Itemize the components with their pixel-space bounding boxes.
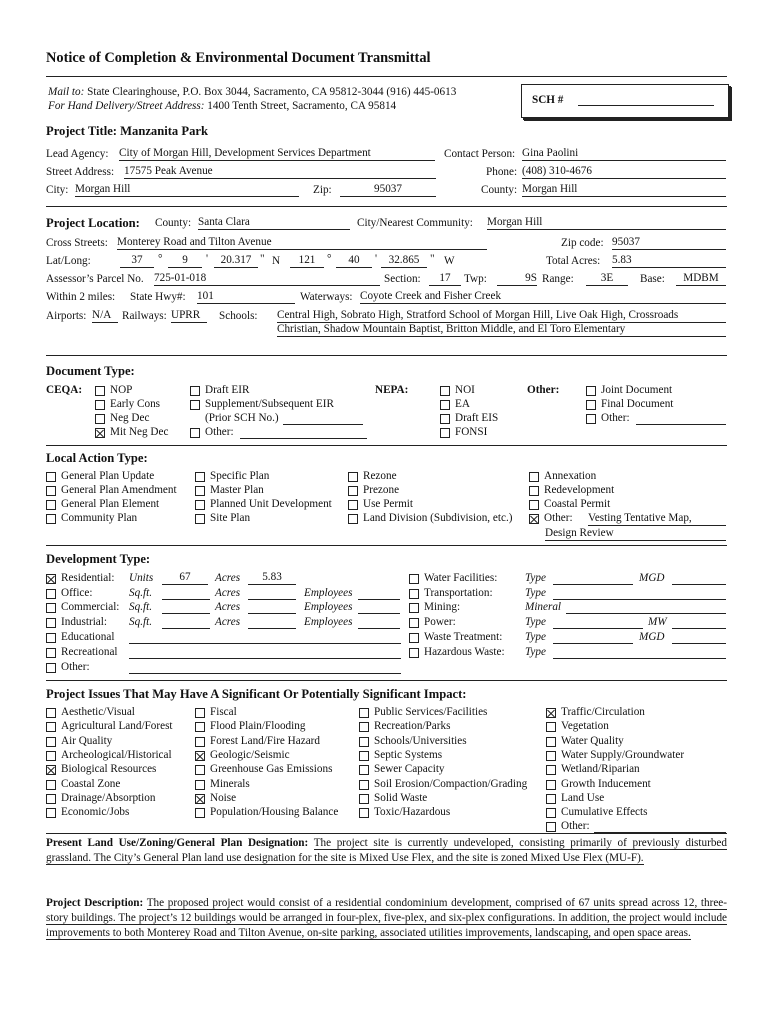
checkbox-use-permit[interactable] — [348, 500, 358, 510]
checkbox-label: Water Supply/Groundwater — [561, 749, 685, 761]
section-rule — [46, 206, 727, 207]
latlong-label: Lat/Long: — [46, 255, 91, 267]
checkbox-label: Mining: — [424, 601, 461, 613]
total-acres-label: Total Acres: — [546, 255, 601, 267]
checkbox-label: Population/Housing Balance — [210, 806, 339, 818]
blank-field[interactable] — [672, 643, 726, 644]
checkbox-toxic-hazardous[interactable] — [359, 808, 369, 818]
checkbox-label: Other: — [205, 426, 234, 438]
checkbox-vegetation[interactable] — [546, 722, 556, 732]
checkbox-label: Educational — [61, 631, 115, 643]
checkbox-industrial[interactable] — [46, 618, 56, 628]
doc-other-label: Other: — [527, 384, 560, 396]
checkbox-air-quality[interactable] — [46, 737, 56, 747]
blank-field[interactable] — [553, 643, 633, 644]
checkbox-recreational[interactable] — [46, 648, 56, 658]
checkbox-residential[interactable] — [46, 574, 56, 584]
checkbox-label: General Plan Amendment — [61, 484, 177, 496]
employees-label: Employees — [304, 601, 353, 613]
base-label: Base: — [640, 273, 665, 285]
second-symbol: " — [260, 253, 265, 265]
phone-label: Phone: — [486, 166, 518, 178]
prior-sch-label: (Prior SCH No.) — [205, 412, 279, 424]
checkbox-septic-systems[interactable] — [359, 751, 369, 761]
zipcode-label: Zip code: — [561, 237, 604, 249]
checkbox-traffic-circulation[interactable] — [546, 708, 556, 718]
units-field[interactable]: 67 — [162, 572, 208, 585]
checkbox-growth-inducement[interactable] — [546, 780, 556, 790]
checkbox-label: Noise — [210, 792, 237, 804]
checkbox-general-plan-element[interactable] — [46, 500, 56, 510]
checkbox-label: NOI — [455, 384, 475, 396]
cross-streets-label: Cross Streets: — [46, 237, 108, 249]
lead-agency-label: Lead Agency: — [46, 148, 109, 160]
checkbox-label: Commercial: — [61, 601, 120, 613]
checkbox-community-plan[interactable] — [46, 514, 56, 524]
lead-agency-field[interactable]: City of Morgan Hill, Development Services Department — [119, 148, 435, 161]
waterways-field[interactable]: Coyote Creek and Fisher Creek — [360, 291, 726, 304]
local-action-other-field-2[interactable]: Design Review — [545, 528, 726, 541]
checkbox-label: General Plan Update — [61, 470, 155, 482]
range-label: Range: — [542, 273, 574, 285]
checkbox-label: Recreational — [61, 646, 118, 658]
checkbox-label: Residential: — [61, 572, 115, 584]
sqft-label: Sq.ft. — [129, 587, 152, 599]
checkbox-label: Drainage/Absorption — [61, 792, 156, 804]
section-field[interactable]: 17 — [429, 273, 461, 286]
blank-field[interactable] — [129, 673, 401, 674]
checkbox-archeological-historical[interactable] — [46, 751, 56, 761]
checkbox-label: Sewer Capacity — [374, 763, 445, 775]
schools-label: Schools: — [219, 310, 258, 322]
hand-delivery-line — [48, 100, 396, 112]
checkbox-label: Solid Waste — [374, 792, 428, 804]
acres-field[interactable]: 5.83 — [248, 572, 296, 585]
checkbox-label: Rezone — [363, 470, 397, 482]
checkbox-label: NOP — [110, 384, 133, 396]
acres-label: Acres — [215, 616, 241, 628]
total-acres-field[interactable]: 5.83 — [612, 255, 726, 268]
blank-field[interactable] — [358, 613, 400, 614]
waterways-label: Waterways: — [300, 291, 353, 303]
checkbox-label: Growth Inducement — [561, 778, 651, 790]
blank-field[interactable] — [283, 424, 363, 425]
sch-box — [521, 84, 729, 118]
checkbox-label: Traffic/Circulation — [561, 706, 645, 718]
checkbox-label: General Plan Element — [61, 498, 160, 510]
checkbox-schools-universities[interactable] — [359, 737, 369, 747]
blank-field[interactable] — [162, 613, 210, 614]
checkbox-water-supply-groundwater[interactable] — [546, 751, 556, 761]
minute-symbol: ' — [375, 253, 378, 265]
minute-symbol: ' — [206, 253, 209, 265]
checkbox-label: Greenhouse Gas Emissions — [210, 763, 333, 775]
checkbox-label: Economic/Jobs — [61, 806, 130, 818]
checkbox-minerals[interactable] — [195, 780, 205, 790]
checkbox-label: Mit Neg Dec — [110, 426, 169, 438]
checkbox-general-plan-update[interactable] — [46, 472, 56, 482]
type-label: Type — [525, 631, 546, 643]
cross-streets-field[interactable]: Monterey Road and Tilton Avenue — [117, 237, 487, 250]
schools-field-line1[interactable]: Central High, Sobrato High, Stratford School of Morgan Hill, Live Oak High, Crossroads — [277, 310, 726, 323]
railways-label: Railways: — [122, 310, 167, 322]
checkbox-label: Recreation/Parks — [374, 720, 451, 732]
hand-delivery-address: 1400 Tenth Street, Sacramento, CA 95814 — [207, 100, 397, 112]
checkbox-label: Septic Systems — [374, 749, 443, 761]
acres-label: Acres — [215, 601, 241, 613]
long-dir: W — [444, 255, 455, 267]
mail-to-label: Mail to: — [48, 86, 85, 98]
blank-field[interactable] — [672, 628, 726, 629]
checkbox-solid-waste[interactable] — [359, 794, 369, 804]
blank-field[interactable] — [553, 658, 726, 659]
nepa-label: NEPA: — [375, 384, 409, 396]
checkbox-label: Air Quality — [61, 735, 113, 747]
airports-field[interactable]: N/A — [92, 310, 118, 323]
checkbox-label: Cumulative Effects — [561, 806, 648, 818]
checkbox-land-division-subdivision-etc[interactable] — [348, 514, 358, 524]
checkbox-joint-document[interactable] — [586, 386, 596, 396]
checkbox-office[interactable] — [46, 589, 56, 599]
checkbox-label: Other: — [601, 412, 630, 424]
checkbox-redevelopment[interactable] — [529, 486, 539, 496]
checkbox-commercial[interactable] — [46, 603, 56, 613]
checkbox-transportation[interactable] — [409, 589, 419, 599]
acres-label: Acres — [215, 572, 241, 584]
checkbox-master-plan[interactable] — [195, 486, 205, 496]
section-rule — [46, 445, 727, 446]
checkbox-coastal-zone[interactable] — [46, 780, 56, 790]
checkbox-wetland-riparian[interactable] — [546, 765, 556, 775]
checkbox-greenhouse-gas-emissions[interactable] — [195, 765, 205, 775]
units-label: Units — [129, 572, 154, 584]
checkbox-label: Public Services/Facilities — [374, 706, 488, 718]
checkbox-label: Coastal Permit — [544, 498, 611, 510]
checkbox-final-document[interactable] — [586, 400, 596, 410]
checkbox-label: Power: — [424, 616, 456, 628]
degree-symbol: ° — [158, 253, 163, 265]
checkbox-sewer-capacity[interactable] — [359, 765, 369, 775]
land-use-label: Present Land Use/Zoning/General Plan Designation: — [46, 837, 309, 849]
checkbox-label: Waste Treatment: — [424, 631, 503, 643]
checkbox-site-plan[interactable] — [195, 514, 205, 524]
checkbox-water-facilities[interactable] — [409, 574, 419, 584]
type-label: Mineral — [525, 601, 562, 613]
schools-field-line2[interactable]: Christian, Shadow Mountain Baptist, Britton Middle, and El Toro Elementary — [277, 324, 726, 337]
checkbox-label: Vegetation — [561, 720, 609, 732]
mail-to-address: State Clearinghouse, P.O. Box 3044, Sacramento, CA 95812-3044 (916) 445-0613 — [87, 86, 457, 98]
project-description-text[interactable]: The proposed project would consist of a residential condominium development, comprised of 67 units spread across 12, three-story buildings. The project’s 12 buildings would be arranged in four-plex, five-plex, and six-plex configurations. In addition, the project would include improvements to both Monterey Road and Tilton Avenue, on-site parking, associated utilities improvements, landscaping, and open space areas. — [46, 897, 727, 939]
checkbox-label: Redevelopment — [544, 484, 615, 496]
project-issues-heading: Project Issues That May Have A Significant Or Potentially Significant Impact: — [46, 687, 467, 701]
type-label: Type — [525, 572, 546, 584]
lat-sec-field[interactable]: 20.317 — [214, 255, 258, 268]
type-label: Type — [525, 646, 546, 658]
community-field[interactable]: Morgan Hill — [487, 217, 726, 230]
land-use-paragraph — [46, 836, 727, 866]
checkbox-other[interactable] — [586, 414, 596, 424]
city-field[interactable]: Morgan Hill — [75, 184, 299, 197]
checkbox-noise[interactable] — [195, 794, 205, 804]
sch-label: SCH # — [532, 94, 564, 106]
blank-field[interactable] — [248, 599, 296, 600]
sqft-label: Sq.ft. — [129, 616, 152, 628]
checkbox-specific-plan[interactable] — [195, 472, 205, 482]
checkbox-label: Draft EIS — [455, 412, 499, 424]
checkbox-label: Specific Plan — [210, 470, 270, 482]
checkbox-drainage-absorption[interactable] — [46, 794, 56, 804]
street-field[interactable]: 17575 Peak Avenue — [124, 166, 436, 179]
apn-field[interactable]: 725-01-018 — [154, 273, 380, 286]
base-field[interactable]: MDBM — [676, 273, 726, 286]
project-location-heading — [46, 216, 140, 231]
checkbox-label: Biological Resources — [61, 763, 157, 775]
checkbox-label: EA — [455, 398, 470, 410]
checkbox-label: Supplement/Subsequent EIR — [205, 398, 334, 410]
checkbox-prezone[interactable] — [348, 486, 358, 496]
checkbox-other[interactable] — [190, 428, 200, 438]
checkbox-hazardous-waste[interactable] — [409, 648, 419, 658]
twp-label: Twp: — [464, 273, 487, 285]
loc-county-label: County: — [155, 217, 192, 229]
employees-label: Employees — [304, 587, 353, 599]
checkbox-draft-eis[interactable] — [440, 414, 450, 424]
checkbox-label: Agricultural Land/Forest — [61, 720, 173, 732]
checkbox-nop[interactable] — [95, 386, 105, 396]
checkbox-soil-erosion-compaction-grading[interactable] — [359, 780, 369, 790]
checkbox-label: Land Division (Subdivision, etc.) — [363, 512, 513, 524]
checkbox-label: Hazardous Waste: — [424, 646, 505, 658]
within-2-miles-label: Within 2 miles: — [46, 291, 116, 303]
checkbox-fiscal[interactable] — [195, 708, 205, 718]
checkbox-label: Office: — [61, 587, 93, 599]
checkbox-label: Toxic/Hazardous — [374, 806, 451, 818]
checkbox-label: Site Plan — [210, 512, 251, 524]
type-label: Type — [525, 587, 546, 599]
lat-deg-field[interactable]: 37 — [120, 255, 154, 268]
checkbox-label: Draft EIR — [205, 384, 250, 396]
section-rule — [46, 833, 727, 834]
checkbox-label: Schools/Universities — [374, 735, 467, 747]
checkbox-label: Master Plan — [210, 484, 264, 496]
phone-field[interactable]: (408) 310-4676 — [522, 166, 726, 179]
checkbox-other[interactable] — [546, 822, 556, 832]
blank-field[interactable] — [358, 628, 400, 629]
blank-field[interactable] — [553, 599, 726, 600]
sqft-label: Sq.ft. — [129, 601, 152, 613]
blank-field[interactable] — [672, 584, 726, 585]
contact-label: Contact Person: — [444, 148, 516, 160]
checkbox-label: Neg Dec — [110, 412, 150, 424]
checkbox-geologic-seismic[interactable] — [195, 751, 205, 761]
checkbox-annexation[interactable] — [529, 472, 539, 482]
city-label: City: — [46, 184, 69, 196]
checkbox-land-use[interactable] — [546, 794, 556, 804]
blank-field[interactable] — [553, 584, 633, 585]
checkbox-label: Industrial: — [61, 616, 107, 628]
document-type-heading: Document Type: — [46, 364, 135, 378]
development-type-heading: Development Type: — [46, 552, 151, 566]
mail-to-line — [48, 86, 456, 98]
section-rule — [46, 355, 727, 356]
checkbox-label: Minerals — [210, 778, 250, 790]
checkbox-other[interactable] — [529, 514, 539, 524]
checkbox-mining[interactable] — [409, 603, 419, 613]
blank-field[interactable] — [636, 424, 726, 425]
county-field[interactable]: Morgan Hill — [522, 184, 726, 197]
long-deg-field[interactable]: 121 — [290, 255, 324, 268]
checkbox-label: Final Document — [601, 398, 674, 410]
project-title-label: Project Title: — [46, 124, 117, 138]
employees-label: Employees — [304, 616, 353, 628]
checkbox-label: Land Use — [561, 792, 605, 804]
checkbox-mit-neg-dec[interactable] — [95, 428, 105, 438]
checkbox-label: Archeological/Historical — [61, 749, 172, 761]
state-hwy-field[interactable]: 101 — [197, 291, 295, 304]
checkbox-supplement-subsequent-eir[interactable] — [190, 400, 200, 410]
project-description-paragraph — [46, 896, 727, 941]
airports-label: Airports: — [46, 310, 87, 322]
zip-label: Zip: — [313, 184, 332, 196]
project-title-line — [46, 124, 208, 139]
blank-field[interactable] — [358, 599, 400, 600]
checkbox-label: Water Quality — [561, 735, 624, 747]
checkbox-fonsi[interactable] — [440, 428, 450, 438]
checkbox-label: Soil Erosion/Compaction/Grading — [374, 778, 528, 790]
section-label: Section: — [384, 273, 421, 285]
checkbox-population-housing-balance[interactable] — [195, 808, 205, 818]
blank-field[interactable] — [240, 438, 367, 439]
title-rule — [46, 76, 727, 77]
checkbox-early-cons[interactable] — [95, 400, 105, 410]
checkbox-label: Flood Plain/Flooding — [210, 720, 306, 732]
checkbox-label: Geologic/Seismic — [210, 749, 290, 761]
blank-field[interactable] — [129, 643, 401, 644]
checkbox-cumulative-effects[interactable] — [546, 808, 556, 818]
type-label: Type — [525, 616, 546, 628]
mgd-label: MGD — [639, 631, 665, 643]
street-label: Street Address: — [46, 166, 115, 178]
blank-field[interactable] — [566, 613, 726, 614]
section-rule — [46, 680, 727, 681]
checkbox-general-plan-amendment[interactable] — [46, 486, 56, 496]
blank-field[interactable] — [162, 628, 210, 629]
zip-field[interactable]: 95037 — [340, 184, 436, 197]
checkbox-label: Coastal Zone — [61, 778, 121, 790]
section-rule — [46, 545, 727, 546]
checkbox-label: Early Cons — [110, 398, 161, 410]
blank-field[interactable] — [248, 628, 296, 629]
checkbox-label: Water Facilities: — [424, 572, 498, 584]
contact-field[interactable]: Gina Paolini — [522, 148, 726, 161]
state-hwy-label: State Hwy#: — [130, 291, 186, 303]
long-sec-field[interactable]: 32.865 — [381, 255, 427, 268]
checkbox-planned-unit-development[interactable] — [195, 500, 205, 510]
checkbox-noi[interactable] — [440, 386, 450, 396]
checkbox-public-services-facilities[interactable] — [359, 708, 369, 718]
twp-field[interactable]: 9S — [497, 273, 537, 286]
railways-field[interactable]: UPRR — [171, 310, 207, 323]
checkbox-economic-jobs[interactable] — [46, 808, 56, 818]
form-title: Notice of Completion & Environmental Document Transmittal — [46, 50, 431, 66]
hand-delivery-label: For Hand Delivery/Street Address: — [48, 100, 205, 112]
zipcode-field[interactable]: 95037 — [612, 237, 726, 250]
checkbox-label: Aesthetic/Visual — [61, 706, 135, 718]
land-use-text[interactable]: The project site is currently undeveloped, consisting primarily of previously disturbed grassland. The City’s General Plan land use designation for the site is Mixed Use Flex, and the site is zoned Mixed Use Flex (MU-F). — [46, 837, 727, 864]
checkbox-neg-dec[interactable] — [95, 414, 105, 424]
checkbox-agricultural-land-forest[interactable] — [46, 722, 56, 732]
community-label: City/Nearest Community: — [357, 217, 473, 229]
ceqa-label: CEQA: — [46, 384, 83, 396]
mgd-label: MGD — [639, 572, 665, 584]
range-field[interactable]: 3E — [586, 273, 628, 286]
checkbox-label: FONSI — [455, 426, 488, 438]
local-action-heading: Local Action Type: — [46, 451, 148, 465]
acres-label: Acres — [215, 587, 241, 599]
lat-min-field[interactable]: 9 — [168, 255, 202, 268]
blank-field[interactable] — [129, 658, 401, 659]
checkbox-biological-resources[interactable] — [46, 765, 56, 775]
project-location-label: Project Location: — [46, 216, 140, 230]
checkbox-label: Prezone — [363, 484, 400, 496]
checkbox-draft-eir[interactable] — [190, 386, 200, 396]
blank-field[interactable] — [162, 599, 210, 600]
checkbox-flood-plain-flooding[interactable] — [195, 722, 205, 732]
second-symbol: " — [430, 253, 435, 265]
checkbox-label: Other: — [61, 661, 90, 673]
checkbox-educational[interactable] — [46, 633, 56, 643]
checkbox-rezone[interactable] — [348, 472, 358, 482]
checkbox-power[interactable] — [409, 618, 419, 628]
issues-other-field[interactable] — [594, 820, 726, 833]
checkbox-label: Other: — [544, 512, 573, 524]
loc-county-field[interactable]: Santa Clara — [198, 217, 350, 230]
checkbox-water-quality[interactable] — [546, 737, 556, 747]
checkbox-label: Annexation — [544, 470, 597, 482]
apn-label: Assessor’s Parcel No. — [46, 273, 144, 285]
blank-field[interactable] — [553, 628, 643, 629]
checkbox-waste-treatment[interactable] — [409, 633, 419, 643]
checkbox-coastal-permit[interactable] — [529, 500, 539, 510]
checkbox-label: Community Plan — [61, 512, 138, 524]
checkbox-label: Other: — [561, 820, 590, 832]
checkbox-label: Forest Land/Fire Hazard — [210, 735, 320, 747]
checkbox-recreation-parks[interactable] — [359, 722, 369, 732]
county-label: County: — [481, 184, 518, 196]
lat-dir: N — [272, 255, 281, 267]
checkbox-label: Fiscal — [210, 706, 237, 718]
degree-symbol: ° — [327, 253, 332, 265]
checkbox-label: Transportation: — [424, 587, 493, 599]
project-title-value: Manzanita Park — [120, 124, 208, 138]
checkbox-aesthetic-visual[interactable] — [46, 708, 56, 718]
mw-label: MW — [648, 616, 667, 628]
checkbox-label: Wetland/Riparian — [561, 763, 640, 775]
checkbox-other[interactable] — [46, 663, 56, 673]
sch-number-field[interactable] — [578, 105, 714, 106]
checkbox-ea[interactable] — [440, 400, 450, 410]
project-description-label: Project Description: — [46, 897, 144, 909]
local-action-other-field[interactable]: Vesting Tentative Map, — [588, 513, 726, 526]
blank-field[interactable] — [248, 613, 296, 614]
checkbox-forest-land-fire-hazard[interactable] — [195, 737, 205, 747]
checkbox-label: Use Permit — [363, 498, 414, 510]
checkbox-label: Planned Unit Development — [210, 498, 332, 510]
checkbox-label: Joint Document — [601, 384, 673, 396]
long-min-field[interactable]: 40 — [336, 255, 372, 268]
